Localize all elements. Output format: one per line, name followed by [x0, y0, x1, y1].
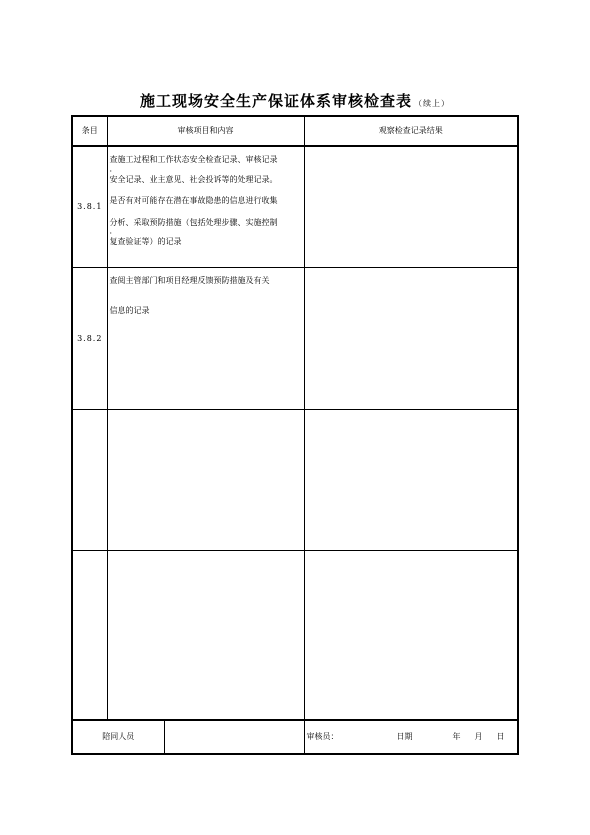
reviewer-cell	[304, 720, 518, 754]
date-label: 日期	[396, 732, 413, 742]
page-title	[0, 90, 590, 111]
title-main: 施工现场安全生产保证体系审核检查表	[139, 92, 412, 110]
table-row	[72, 410, 518, 551]
header-clause: 条目	[72, 116, 107, 146]
content-line: 是否有对可能存在潜在事故隐患的信息进行收集	[109, 196, 278, 206]
content-line: 安全记录、业主意见、社会投诉等的处理记录。	[109, 174, 278, 184]
month-label: 月	[474, 732, 483, 742]
audit-content-cell-empty[interactable]	[107, 551, 304, 721]
audit-content-cell	[107, 146, 304, 268]
audit-content-cell	[107, 268, 304, 410]
observation-result-cell[interactable]	[304, 146, 518, 268]
observation-result-cell[interactable]	[304, 268, 518, 410]
year-label: 年	[452, 732, 461, 742]
title-suffix: （续上）	[414, 99, 450, 108]
clause-number: 3.8.2	[72, 268, 107, 410]
content-line: 分析、采取预防措施（包括处理步骤、实施控制	[109, 217, 278, 227]
audit-content-cell-empty[interactable]	[107, 410, 304, 551]
table-row	[72, 551, 518, 721]
day-label: 日	[496, 732, 505, 742]
content-line: 信息的记录	[109, 305, 150, 315]
reviewer-label: 审核员：	[306, 732, 339, 742]
table-row	[72, 268, 518, 410]
continuation-dot: ·	[109, 166, 113, 176]
clause-number-empty	[72, 551, 107, 721]
clause-number-empty	[72, 410, 107, 551]
accompany-label: 陪同人员	[72, 720, 164, 754]
continuation-dot: ·	[109, 229, 113, 239]
header-result: 观察检查记录结果	[304, 116, 518, 146]
header-content: 审核项目和内容	[107, 116, 304, 146]
observation-result-cell[interactable]	[304, 410, 518, 551]
signature-row	[72, 720, 518, 754]
content-line: 复查验证等）的记录	[109, 237, 182, 247]
accompany-field[interactable]	[164, 720, 304, 754]
observation-result-cell[interactable]	[304, 551, 518, 721]
clause-number: 3.8.1	[72, 146, 107, 268]
content-line: 查施工过程和工作状态安全检查记录、审核记录	[109, 155, 278, 164]
audit-checklist-table	[71, 115, 519, 755]
content-line: 查阅主管部门和项目经理反馈预防措施及有关	[109, 276, 270, 285]
table-header-row	[72, 116, 518, 146]
table-row	[72, 146, 518, 268]
